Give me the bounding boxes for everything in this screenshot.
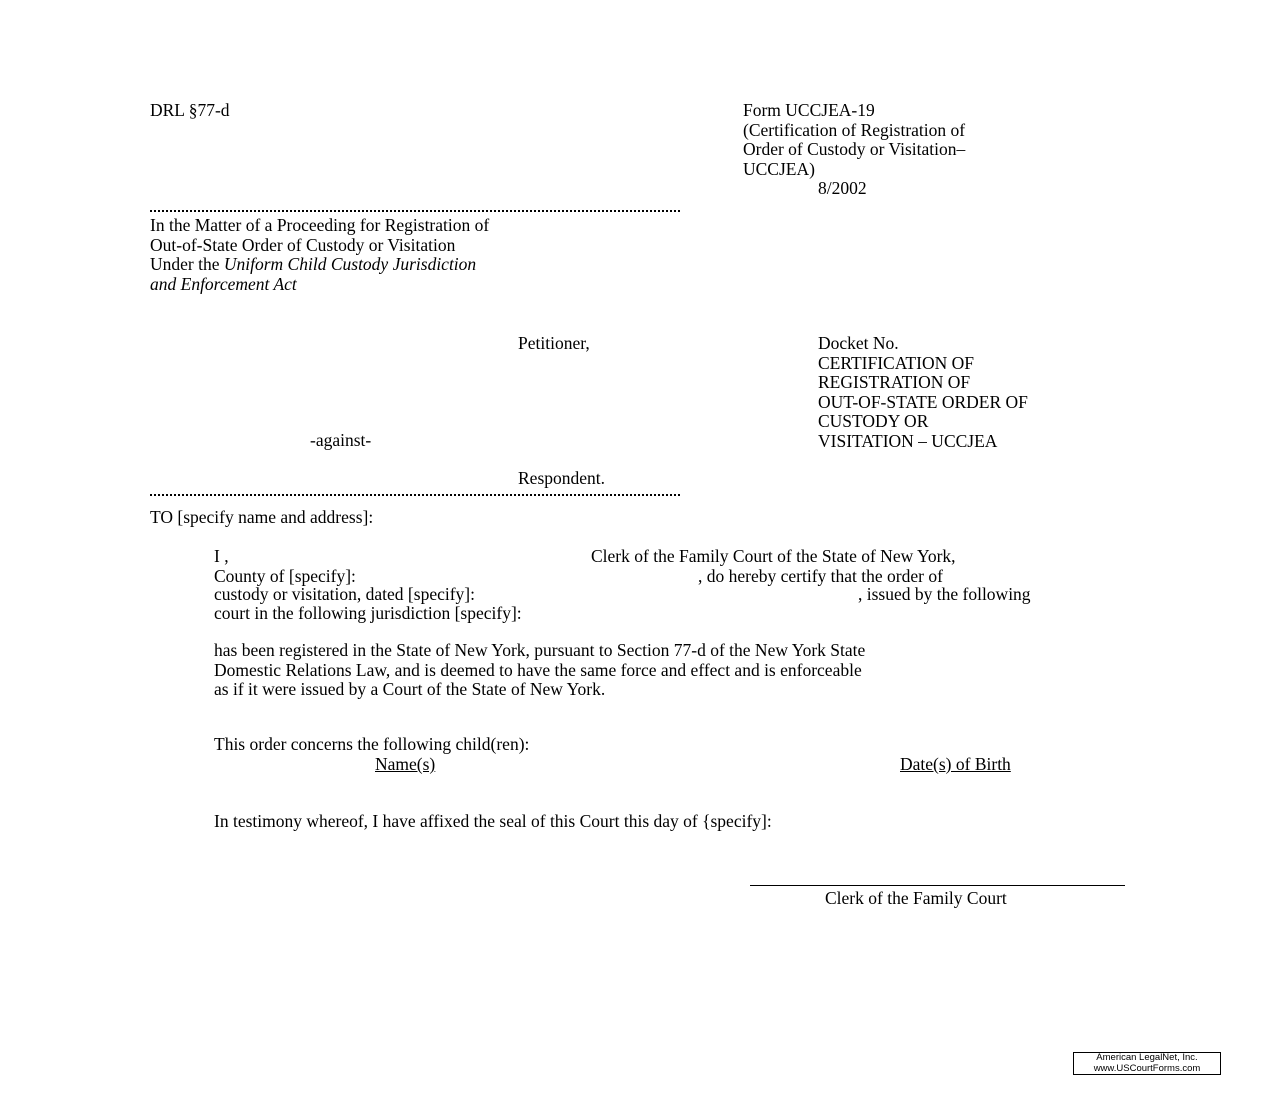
cert-issued-text: , issued by the following (858, 584, 1031, 604)
publisher-footer (1073, 1052, 1221, 1075)
paragraph-line: has been registered in the State of New York, pursuant to Section 77-d of the New York State (214, 640, 866, 660)
case-caption (150, 216, 489, 294)
children-intro: This order concerns the following child(ren): (214, 734, 530, 754)
form-title-line: Order of Custody or Visitation– (743, 139, 966, 159)
cert-clerk-text: Clerk of the Family Court of the State of New York, (591, 546, 956, 566)
to-line: TO [specify name and address]: (150, 507, 374, 527)
signature-line (750, 885, 1125, 886)
caption-prefix: Under the (150, 254, 224, 274)
footer-line: American LegalNet, Inc. (1096, 1052, 1198, 1063)
footer-line: www.USCourtForms.com (1093, 1062, 1201, 1074)
against-label: -against- (310, 430, 372, 450)
petitioner-label: Petitioner, (518, 333, 590, 353)
form-info (743, 101, 965, 199)
docket-label: Docket No. (818, 333, 899, 353)
form-title-line: (Certification of Registration of (743, 119, 966, 140)
cert-county-text: County of [specify]: (214, 566, 356, 586)
caption-top-rule (150, 210, 680, 212)
docket-title-line: OUT-OF-STATE ORDER OF (818, 391, 1028, 412)
cert-certify-text: , do hereby certify that the order of (698, 566, 943, 586)
statute-reference: DRL §77-d (150, 100, 230, 120)
caption-line: In the Matter of a Proceeding for Registration of (150, 215, 490, 235)
docket-title-line: VISITATION – UCCJEA (818, 430, 998, 451)
docket-title-line: CERTIFICATION OF (818, 352, 974, 373)
form-title-line: UCCJEA) (743, 158, 815, 179)
docket-title-line: CUSTODY OR (818, 411, 929, 431)
paragraph-line: as if it were issued by a Court of the State of New York. (214, 679, 606, 699)
act-name: Uniform Child Custody Jurisdiction (223, 254, 477, 274)
registration-paragraph (214, 641, 865, 700)
paragraph-line: Domestic Relations Law, and is deemed to have the same force and effect and is enforceable (214, 659, 862, 680)
names-column-header: Name(s) (375, 754, 436, 774)
revision-date: 8/2002 (818, 178, 867, 198)
act-name-continued: and Enforcement Act (150, 273, 297, 294)
cert-jurisdiction-text: court in the following jurisdiction [specify]: (214, 603, 522, 623)
docket-title-line: REGISTRATION OF (818, 372, 971, 392)
form-number: Form UCCJEA-19 (743, 100, 875, 120)
dob-column-header: Date(s) of Birth (900, 754, 1011, 774)
signature-label: Clerk of the Family Court (825, 888, 1007, 908)
docket-block (818, 334, 1028, 451)
caption-line (150, 255, 489, 275)
caption-line: Out-of-State Order of Custody or Visitation (150, 234, 456, 255)
caption-bottom-rule (150, 494, 680, 496)
testimony-line: In testimony whereof, I have affixed the seal of this Court this day of {specify]: (214, 811, 772, 831)
respondent-label: Respondent. (518, 468, 606, 488)
cert-dated-text: custody or visitation, dated [specify]: (214, 584, 475, 604)
cert-i-label: I , (214, 546, 229, 566)
